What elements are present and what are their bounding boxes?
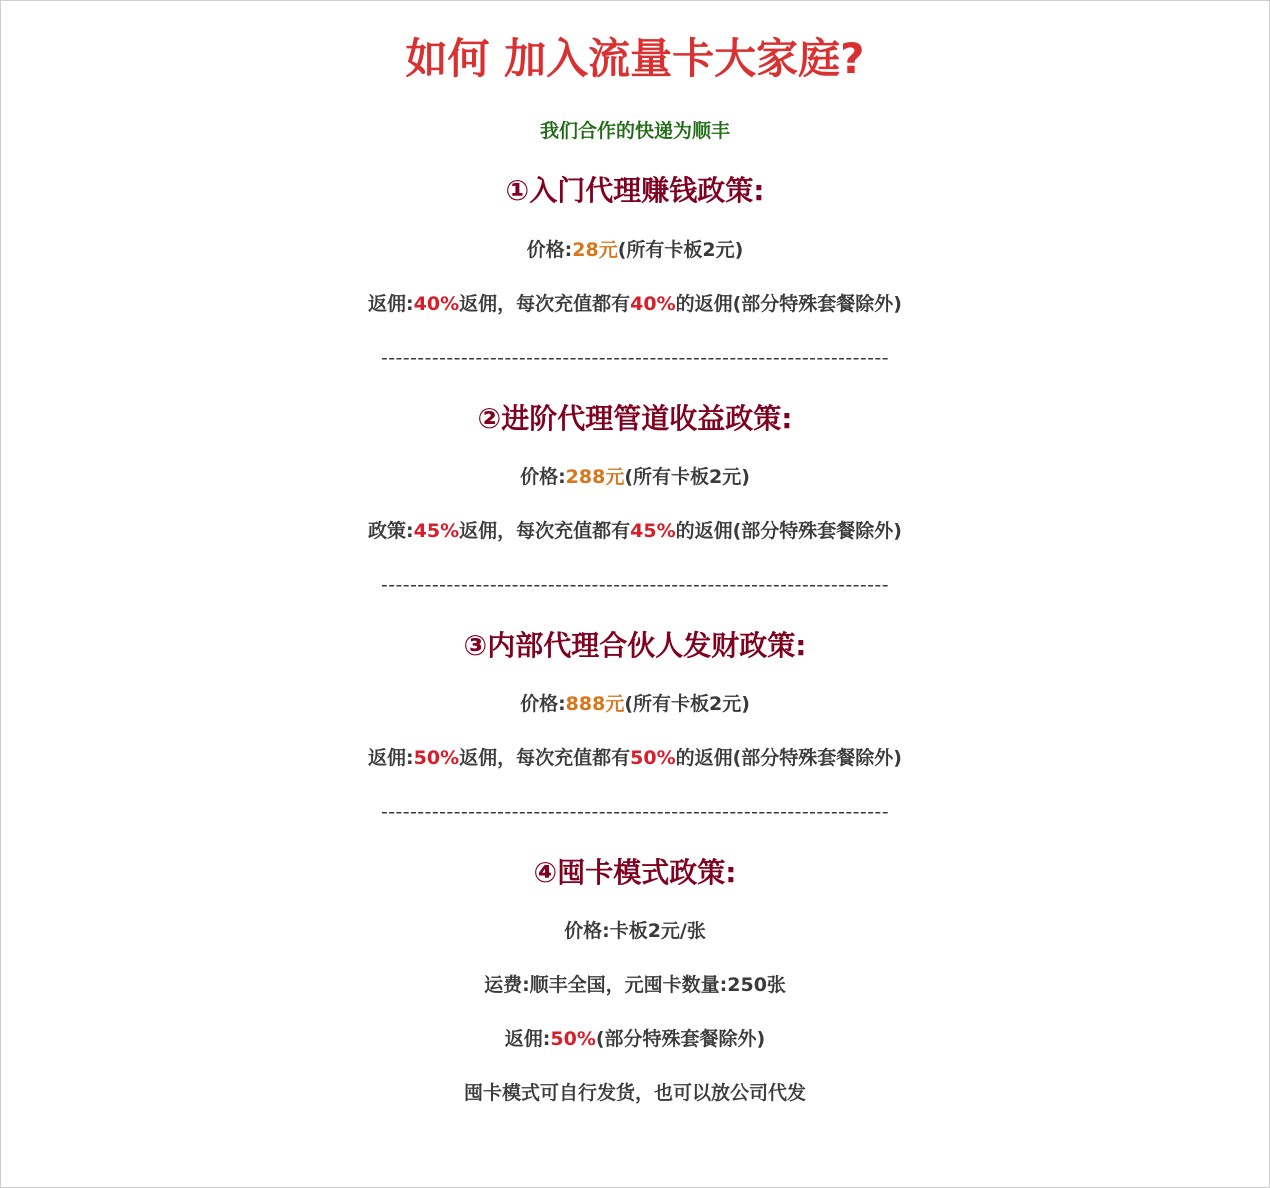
section-3-price: [1, 689, 1269, 719]
commission-tail: (部分特殊套餐除外): [595, 1028, 766, 1050]
section-2-commission: [1, 516, 1269, 546]
commission-middle: 返佣，每次充值都有: [459, 293, 631, 315]
section-1-heading: ①入门代理赚钱政策:: [505, 174, 765, 207]
section-divider: ----------------------------------------------------------------------: [381, 801, 889, 823]
section-1-price: [1, 235, 1269, 265]
commission-label: 返佣:: [368, 293, 414, 315]
section-3-commission: [1, 743, 1269, 773]
price-label: 价格:: [526, 239, 573, 261]
price-note: (所有卡板2元): [624, 466, 750, 488]
section-4-heading: ④囤卡模式政策:: [533, 856, 737, 889]
section-divider: ----------------------------------------------------------------------: [381, 347, 889, 369]
commission-rate-repeat: 40%: [630, 293, 676, 315]
price-value: 288元: [565, 466, 625, 488]
commission-middle: 返佣，每次充值都有: [459, 520, 631, 542]
commission-tail: 的返佣(部分特殊套餐除外): [675, 520, 902, 542]
section-2-heading: ②进阶代理管道收益政策:: [477, 402, 793, 435]
section-4-price: 价格:卡板2元/张: [564, 920, 706, 942]
section-divider: ----------------------------------------------------------------------: [381, 574, 889, 596]
commission-tail: 的返佣(部分特殊套餐除外): [675, 293, 902, 315]
commission-rate-repeat: 50%: [630, 747, 676, 769]
commission-middle: 返佣，每次充值都有: [459, 747, 631, 769]
commission-rate: 45%: [413, 520, 460, 542]
commission-rate: 40%: [413, 293, 460, 315]
commission-label: 返佣:: [368, 747, 414, 769]
section-4-commission: [1, 1024, 1269, 1054]
commission-label: 返佣:: [504, 1028, 551, 1050]
section-3-heading: ③内部代理合伙人发财政策:: [463, 629, 807, 662]
commission-rate-repeat: 45%: [630, 520, 676, 542]
commission-label: 政策:: [368, 520, 414, 542]
section-2-price: [1, 462, 1269, 492]
price-label: 价格:: [520, 693, 566, 715]
price-value: 888元: [565, 693, 625, 715]
commission-rate: 50%: [550, 1028, 596, 1050]
price-value: 28元: [572, 239, 618, 261]
price-label: 价格:: [520, 466, 566, 488]
courier-note: 我们合作的快递为顺丰: [539, 120, 730, 142]
commission-tail: 的返佣(部分特殊套餐除外): [675, 747, 902, 769]
section-4-shipping: 运费:顺丰全国，元囤卡数量:250张: [484, 974, 786, 996]
page-title: 如何 加入流量卡大家庭?: [405, 34, 865, 83]
commission-rate: 50%: [413, 747, 460, 769]
price-note: (所有卡板2元): [624, 693, 750, 715]
section-4-shipping-note: 囤卡模式可自行发货，也可以放公司代发: [463, 1082, 806, 1104]
price-note: (所有卡板2元): [617, 239, 744, 261]
section-1-commission: [1, 289, 1269, 319]
